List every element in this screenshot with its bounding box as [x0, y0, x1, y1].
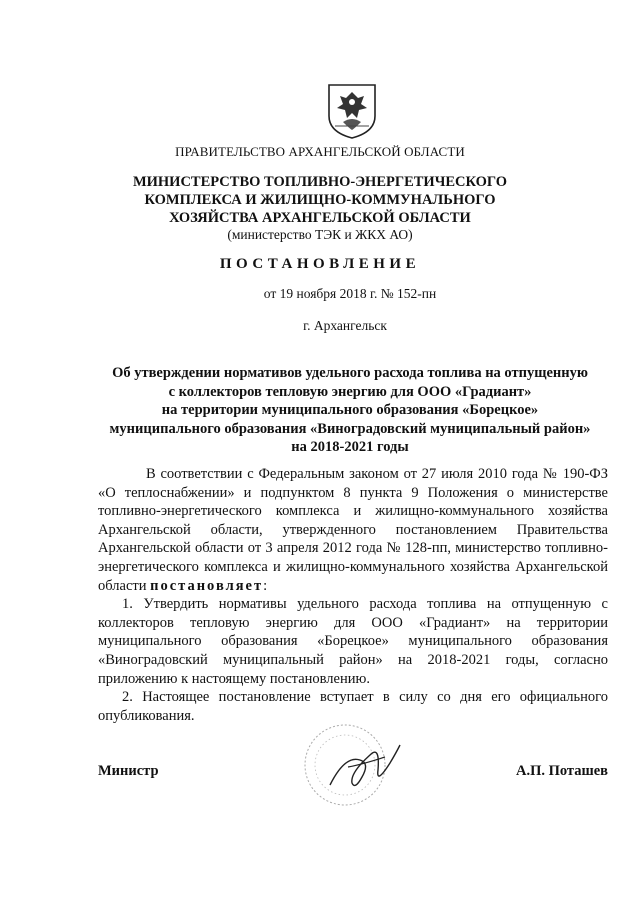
- document-title: [90, 364, 610, 457]
- ministry-line: ХОЗЯЙСТВА АРХАНГЕЛЬСКОЙ ОБЛАСТИ: [169, 210, 471, 226]
- item-2: 2. Настоящее постановление вступает в силу со дня его официального опубликования.: [98, 689, 608, 724]
- handwritten-signature-icon: [330, 745, 400, 785]
- title-line: с коллекторов тепловую энергию для ООО «Градиант»: [168, 383, 532, 400]
- title-line: Об утверждении нормативов удельного расхода топлива на отпущенную: [112, 365, 588, 381]
- title-line: на 2018-2021 годы: [291, 439, 409, 455]
- seal-stamp-icon: [300, 715, 420, 825]
- signatory-title: Министр: [98, 763, 159, 779]
- signatory-name: А.П. Поташев: [515, 763, 608, 779]
- ministry-line: МИНИСТЕРСТВО ТОПЛИВНО-ЭНЕРГЕТИЧЕСКОГО: [132, 174, 508, 190]
- item-1: 1. Утвердить нормативы удельного расхода топлива на отпущенную с коллекторов тепловую энергию для ООО «Градиант» на территории муниципального образования «Борецкое» муниципального образования «Виноградовский муниципальный район» на 2018-2021 годы, согласно приложению к настоящему постановлению.: [98, 596, 608, 687]
- ministry-line: КОМПЛЕКСА И ЖИЛИЩНО-КОММУНАЛЬНОГО: [144, 192, 496, 208]
- preamble-paragraph: [98, 465, 608, 595]
- title-line: муниципального образования «Виноградовский муниципальный район»: [109, 420, 591, 437]
- document-type: ПОСТАНОВЛЕНИЕ: [219, 256, 421, 272]
- government-name: ПРАВИТЕЛЬСТВО АРХАНГЕЛЬСКОЙ ОБЛАСТИ: [175, 144, 465, 159]
- document-body: [98, 465, 608, 725]
- ministry-abbreviation: (министерство ТЭК и ЖКХ АО): [227, 227, 413, 242]
- decree-colon: :: [263, 577, 268, 594]
- city: г. Архангельск: [303, 318, 387, 333]
- title-line: на территории муниципального образования «Борецкое»: [161, 402, 539, 418]
- preamble-text: В соответствии с Федеральным законом от 27 июля 2010 года № 190-ФЗ «О теплоснабжении» и подпунктом 8 пункта 9 Положения о министерстве топливно-энергетического комплекса и жилищно-коммунального хозяйства Архангельской области, утвержденного постановлением Правительства Архангельской области от 3 апреля 2012 года № 128-пп, министерство топливно-энергетического комплекса и жилищно-коммунального хозяйства Архангельской области: [98, 466, 608, 594]
- ministry-name: [0, 173, 640, 227]
- decree-word: постановляет: [150, 577, 264, 594]
- coat-of-arms-icon: [325, 82, 379, 140]
- date-and-number: от 19 ноября 2018 г. № 152-пн: [263, 286, 437, 301]
